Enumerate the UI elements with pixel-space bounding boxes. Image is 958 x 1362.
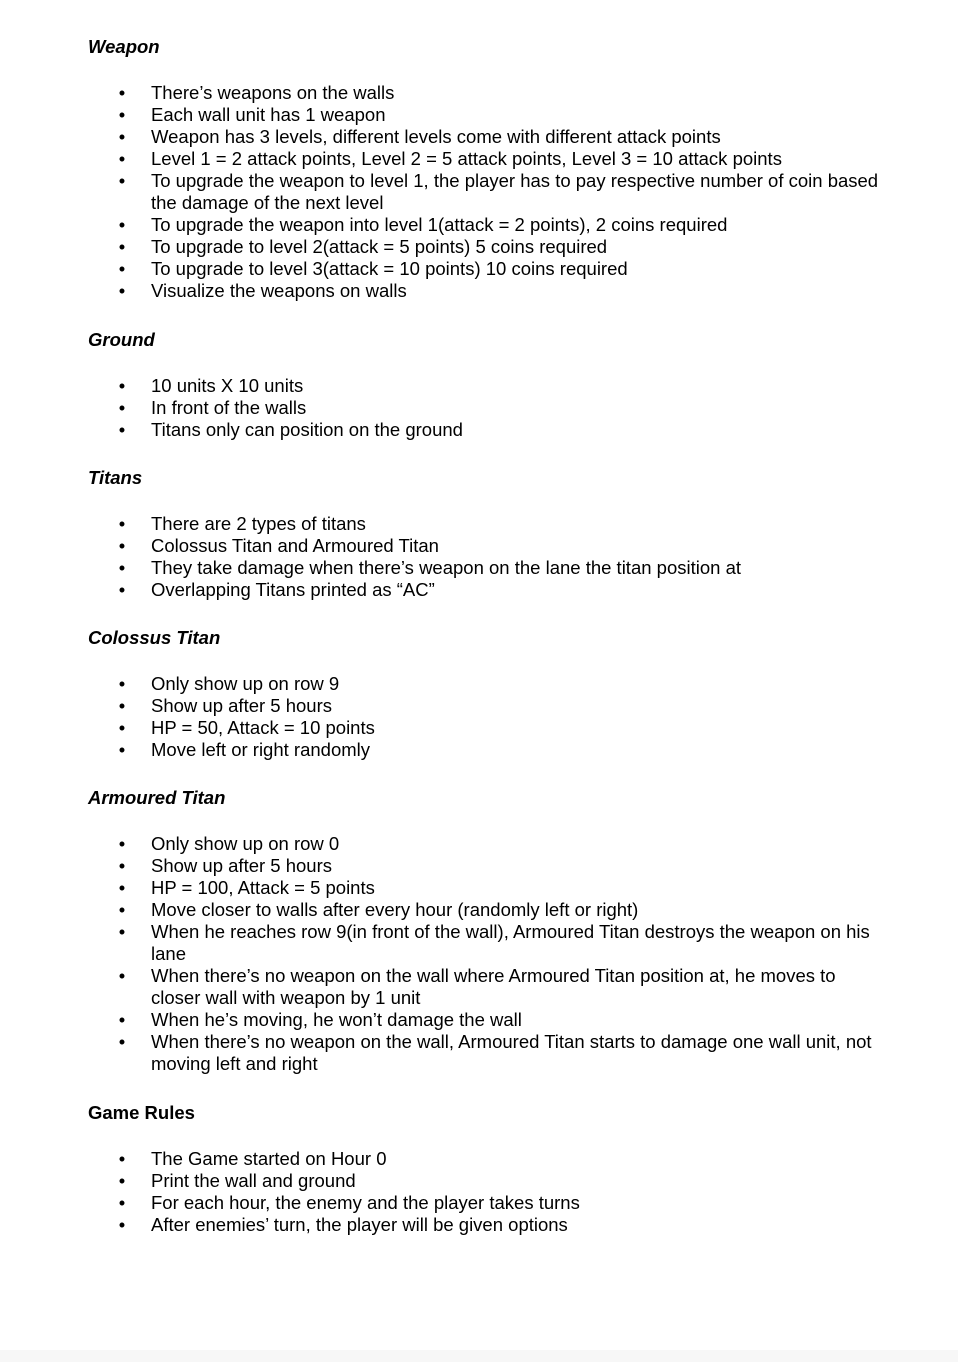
section-heading: Weapon [88, 36, 160, 57]
section-heading: Game Rules [88, 1102, 195, 1123]
bullet-icon: • [118, 375, 126, 396]
bullet-icon: • [118, 695, 126, 716]
list-item [0, 1170, 881, 1192]
bullet-icon: • [118, 579, 126, 600]
list-item [0, 1148, 881, 1170]
list-item-text: In front of the walls [151, 397, 307, 418]
bullet-icon: • [118, 419, 126, 440]
bullet-list [0, 833, 881, 1075]
list-item-text: Titans only can position on the ground [151, 419, 463, 440]
list-item [0, 513, 881, 535]
list-item [0, 1009, 881, 1031]
list-item-text: HP = 100, Attack = 5 points [151, 877, 375, 898]
list-item-text: Level 1 = 2 attack points, Level 2 = 5 attack points, Level 3 = 10 attack points [151, 148, 782, 169]
list-item [0, 375, 881, 397]
list-item-text: To upgrade the weapon into level 1(attack = 2 points), 2 coins required [151, 214, 728, 235]
bullet-icon: • [118, 82, 126, 103]
section-heading: Armoured Titan [88, 787, 226, 808]
list-item-text: After enemies’ turn, the player will be given options [151, 1214, 568, 1235]
list-item-text: When there’s no weapon on the wall, Armoured Titan starts to damage one wall unit, not moving left and right [151, 1031, 872, 1074]
list-item-text: To upgrade the weapon to level 1, the player has to pay respective number of coin based the damage of the next level [151, 170, 879, 213]
page-bottom-edge [0, 1350, 958, 1362]
list-item [0, 717, 881, 739]
list-item [0, 855, 881, 877]
bullet-icon: • [118, 170, 126, 191]
list-item-text: They take damage when there’s weapon on the lane the titan position at [151, 557, 742, 578]
bullet-icon: • [118, 535, 126, 556]
bullet-icon: • [118, 397, 126, 418]
list-item [0, 104, 881, 126]
bullet-list [0, 513, 881, 601]
list-item-text: Show up after 5 hours [151, 855, 332, 876]
list-item [0, 1031, 881, 1075]
bullet-icon: • [118, 258, 126, 279]
list-item-text: There are 2 types of titans [151, 513, 366, 534]
list-item [0, 1214, 881, 1236]
bullet-icon: • [118, 739, 126, 760]
section-heading: Colossus Titan [88, 627, 221, 648]
bullet-icon: • [118, 673, 126, 694]
bullet-icon: • [118, 1009, 126, 1030]
list-item [0, 148, 881, 170]
list-item [0, 397, 881, 419]
list-item-text: When there’s no weapon on the wall where Armoured Titan position at, he moves to closer wall with weapon by 1 unit [151, 965, 836, 1008]
list-item [0, 921, 881, 965]
list-item-text: When he’s moving, he won’t damage the wall [151, 1009, 522, 1030]
bullet-icon: • [118, 877, 126, 898]
list-item-text: To upgrade to level 3(attack = 10 points) 10 coins required [151, 258, 628, 279]
list-item-text: Weapon has 3 levels, different levels come with different attack points [151, 126, 721, 147]
bullet-icon: • [118, 557, 126, 578]
list-item [0, 557, 881, 579]
bullet-icon: • [118, 1148, 126, 1169]
list-item-text: Each wall unit has 1 weapon [151, 104, 386, 125]
list-item-text: Only show up on row 0 [151, 833, 340, 854]
list-item-text: Colossus Titan and Armoured Titan [151, 535, 439, 556]
list-item-text: Only show up on row 9 [151, 673, 340, 694]
bullet-list [0, 1148, 881, 1236]
list-item-text: The Game started on Hour 0 [151, 1148, 387, 1169]
bullet-icon: • [118, 513, 126, 534]
bullet-icon: • [118, 1214, 126, 1235]
list-item [0, 419, 881, 441]
bullet-icon: • [118, 1031, 126, 1052]
list-item [0, 695, 881, 717]
list-item [0, 258, 881, 280]
bullet-icon: • [118, 717, 126, 738]
list-item [0, 535, 881, 557]
list-item [0, 170, 881, 214]
list-item [0, 126, 881, 148]
list-item-text: When he reaches row 9(in front of the wall), Armoured Titan destroys the weapon on his lane [151, 921, 870, 964]
list-item-text: There’s weapons on the walls [151, 82, 395, 103]
bullet-icon: • [118, 899, 126, 920]
list-item [0, 877, 881, 899]
list-item [0, 673, 881, 695]
bullet-icon: • [118, 855, 126, 876]
bullet-icon: • [118, 921, 126, 942]
list-item-text: 10 units X 10 units [151, 375, 304, 396]
list-item [0, 739, 881, 761]
list-item-text: HP = 50, Attack = 10 points [151, 717, 375, 738]
bullet-list [0, 82, 881, 302]
list-item-text: Visualize the weapons on walls [151, 280, 407, 301]
list-item-text: Print the wall and ground [151, 1170, 356, 1191]
list-item [0, 579, 881, 601]
list-item [0, 82, 881, 104]
list-item [0, 1192, 881, 1214]
list-item [0, 236, 881, 258]
bullet-icon: • [118, 148, 126, 169]
bullet-icon: • [118, 126, 126, 147]
bullet-icon: • [118, 214, 126, 235]
bullet-icon: • [118, 236, 126, 257]
list-item [0, 833, 881, 855]
bullet-icon: • [118, 1170, 126, 1191]
list-item-text: Move left or right randomly [151, 739, 371, 760]
list-item-text: For each hour, the enemy and the player takes turns [151, 1192, 580, 1213]
list-item [0, 214, 881, 236]
bullet-icon: • [118, 833, 126, 854]
bullet-icon: • [118, 104, 126, 125]
bullet-icon: • [118, 280, 126, 301]
list-item [0, 280, 881, 302]
bullet-list [0, 375, 881, 441]
list-item-text: To upgrade to level 2(attack = 5 points) 5 coins required [151, 236, 608, 257]
bullet-list [0, 673, 881, 761]
bullet-icon: • [118, 1192, 126, 1213]
section-heading: Titans [88, 467, 143, 488]
list-item [0, 899, 881, 921]
list-item-text: Show up after 5 hours [151, 695, 332, 716]
list-item [0, 965, 881, 1009]
bullet-icon: • [118, 965, 126, 986]
list-item-text: Overlapping Titans printed as “AC” [151, 579, 435, 600]
list-item-text: Move closer to walls after every hour (randomly left or right) [151, 899, 639, 920]
section-heading: Ground [88, 329, 155, 350]
